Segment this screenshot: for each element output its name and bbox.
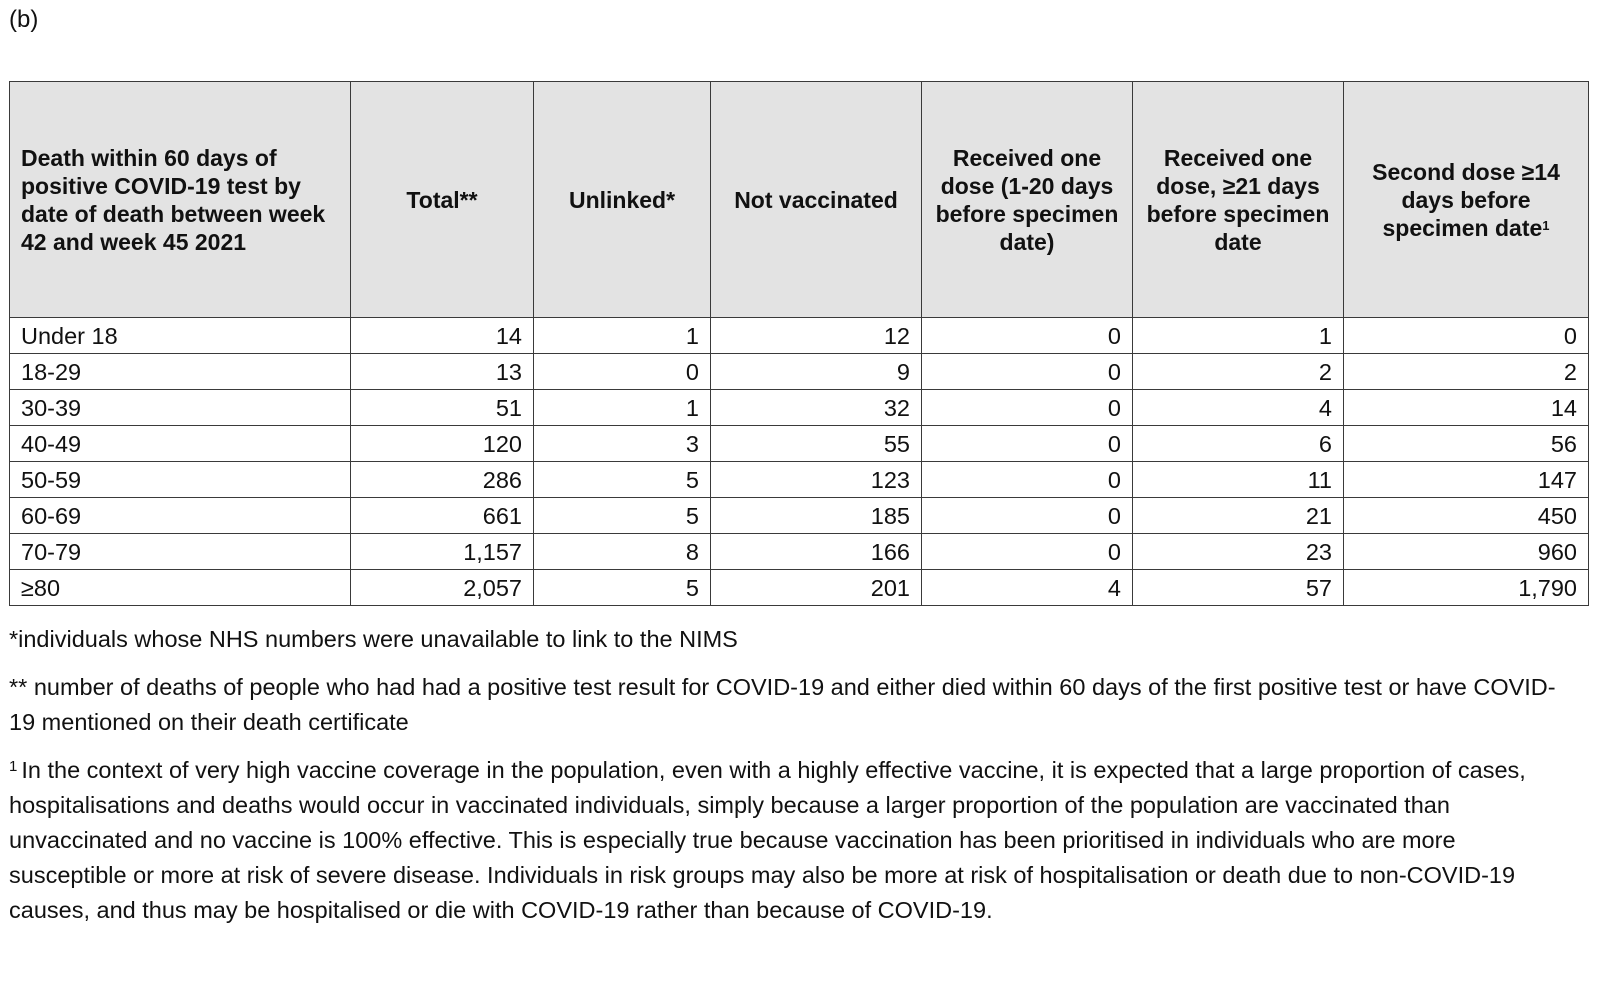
cell-one-dose-1-20-days: 0 <box>922 426 1133 462</box>
cell-not-vaccinated: 123 <box>711 462 922 498</box>
cell-second-dose: 2 <box>1344 354 1589 390</box>
cell-not-vaccinated: 32 <box>711 390 922 426</box>
cell-total: 13 <box>351 354 534 390</box>
cell-total: 286 <box>351 462 534 498</box>
row-age-label: 40-49 <box>10 426 351 462</box>
cell-second-dose: 450 <box>1344 498 1589 534</box>
note-unlinked: *individuals whose NHS numbers were unavailable to link to the NIMS <box>9 626 738 652</box>
header-row <box>10 82 1589 318</box>
cell-one-dose-1-20-days: 0 <box>922 390 1133 426</box>
cell-not-vaccinated: 185 <box>711 498 922 534</box>
table-row <box>10 390 1589 426</box>
note-total: ** number of deaths of people who had had a positive test result for COVID-19 and either died within 60 days of the first positive test or have COVID-19 mentioned on their death certificate <box>9 674 1556 735</box>
cell-unlinked: 1 <box>534 318 711 354</box>
cell-second-dose: 14 <box>1344 390 1589 426</box>
cell-not-vaccinated: 9 <box>711 354 922 390</box>
cell-one-dose-21-days: 6 <box>1133 426 1344 462</box>
cell-total: 51 <box>351 390 534 426</box>
row-age-label: Under 18 <box>10 318 351 354</box>
header-total <box>351 82 534 318</box>
header-unlinked-label: Unlinked* <box>568 186 676 213</box>
cell-one-dose-1-20-days: 0 <box>922 462 1133 498</box>
table-row <box>10 498 1589 534</box>
cell-second-dose: 147 <box>1344 462 1589 498</box>
cell-unlinked: 0 <box>534 354 711 390</box>
header-age-group <box>10 82 351 318</box>
row-age-label: 30-39 <box>10 390 351 426</box>
cell-one-dose-21-days: 21 <box>1133 498 1344 534</box>
table-notes <box>9 622 1579 941</box>
cell-second-dose: 0 <box>1344 318 1589 354</box>
cell-one-dose-1-20-days: 0 <box>922 534 1133 570</box>
cell-second-dose: 56 <box>1344 426 1589 462</box>
header-age-group-label: Death within 60 days of positive COVID-19 test by date of death between week 42 and week 45 2021 <box>21 144 326 255</box>
cell-total: 661 <box>351 498 534 534</box>
cell-total: 2,057 <box>351 570 534 606</box>
cell-one-dose-21-days: 11 <box>1133 462 1344 498</box>
panel-label: (b) <box>9 6 39 33</box>
cell-not-vaccinated: 12 <box>711 318 922 354</box>
header-one-dose-21-days <box>1133 82 1344 318</box>
table-row <box>10 534 1589 570</box>
cell-one-dose-21-days: 4 <box>1133 390 1344 426</box>
cell-total: 1,157 <box>351 534 534 570</box>
header-one-dose-1-20-days <box>922 82 1133 318</box>
cell-one-dose-1-20-days: 0 <box>922 498 1133 534</box>
header-one-dose-1-20-days-label: Received one dose (1-20 days before specimen date) <box>935 144 1119 255</box>
footnote-mark: 1 <box>9 758 18 775</box>
cell-unlinked: 3 <box>534 426 711 462</box>
cell-unlinked: 1 <box>534 390 711 426</box>
deaths-by-vaccination-table <box>9 81 1589 606</box>
cell-second-dose: 1,790 <box>1344 570 1589 606</box>
cell-unlinked: 5 <box>534 570 711 606</box>
cell-unlinked: 5 <box>534 498 711 534</box>
header-unlinked <box>534 82 711 318</box>
cell-total: 120 <box>351 426 534 462</box>
header-total-label: Total** <box>406 186 478 213</box>
table-row <box>10 354 1589 390</box>
cell-second-dose: 960 <box>1344 534 1589 570</box>
table-row <box>10 462 1589 498</box>
cell-one-dose-21-days: 23 <box>1133 534 1344 570</box>
row-age-label: ≥80 <box>10 570 351 606</box>
footnote-paragraph <box>9 753 1579 928</box>
cell-one-dose-21-days: 1 <box>1133 318 1344 354</box>
cell-one-dose-21-days: 2 <box>1133 354 1344 390</box>
table-row <box>10 426 1589 462</box>
row-age-label: 60-69 <box>10 498 351 534</box>
cell-one-dose-21-days: 57 <box>1133 570 1344 606</box>
header-not-vaccinated <box>711 82 922 318</box>
cell-unlinked: 8 <box>534 534 711 570</box>
footnote-text: In the context of very high vaccine coverage in the population, even with a highly effective vaccine, it is expected that a large proportion of cases, hospitalisations and deaths would occur in vaccinated individuals, simply because a larger proportion of the population are vaccinated than unvaccinated and no vaccine is 100% effective. This is especially true because vaccination has been prioritised in individuals who are more susceptible or more at risk of severe disease. Individuals in risk groups may also be more at risk of hospitalisation or death due to non-COVID-19 causes, and thus may be hospitalised or die with COVID-19 rather than because of COVID-19. <box>9 757 1526 923</box>
cell-one-dose-1-20-days: 0 <box>922 354 1133 390</box>
cell-unlinked: 5 <box>534 462 711 498</box>
row-age-label: 18-29 <box>10 354 351 390</box>
cell-one-dose-1-20-days: 4 <box>922 570 1133 606</box>
header-second-dose <box>1344 82 1589 318</box>
cell-not-vaccinated: 201 <box>711 570 922 606</box>
header-one-dose-21-days-label: Received one dose, ≥21 days before specimen date <box>1146 144 1330 255</box>
row-age-label: 70-79 <box>10 534 351 570</box>
cell-not-vaccinated: 166 <box>711 534 922 570</box>
cell-one-dose-1-20-days: 0 <box>922 318 1133 354</box>
header-second-dose-footnote-mark: 1 <box>1542 217 1550 233</box>
table-row <box>10 570 1589 606</box>
cell-total: 14 <box>351 318 534 354</box>
header-second-dose-label: Second dose ≥14 days before specimen date <box>1372 158 1560 241</box>
table-row <box>10 318 1589 354</box>
header-not-vaccinated-label: Not vaccinated <box>734 186 898 213</box>
cell-not-vaccinated: 55 <box>711 426 922 462</box>
row-age-label: 50-59 <box>10 462 351 498</box>
